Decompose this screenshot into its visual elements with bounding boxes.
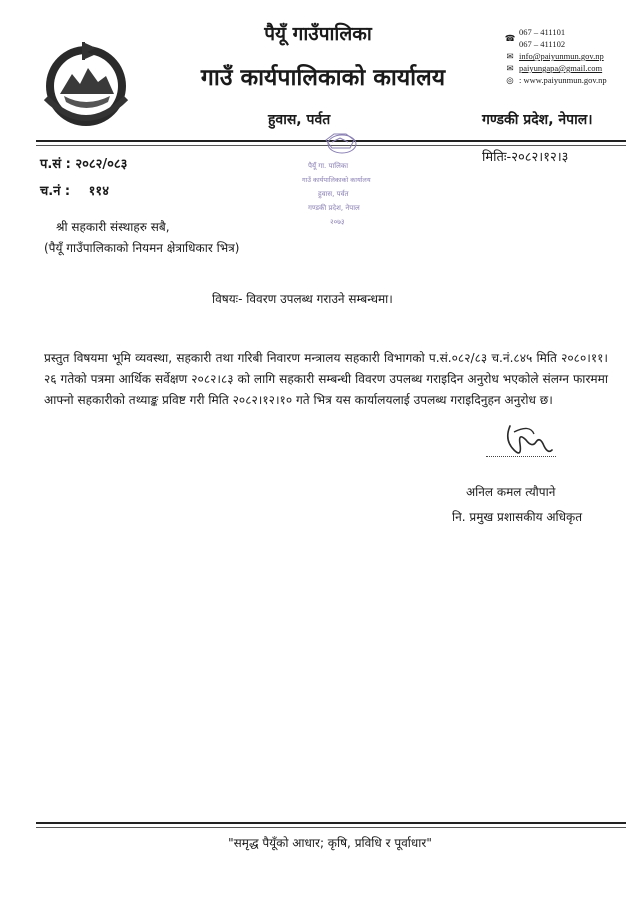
globe-icon: ◎ bbox=[506, 75, 514, 85]
email-row-2 bbox=[504, 62, 636, 74]
municipality-name: पैयूँ गाउँपालिका bbox=[264, 23, 372, 45]
signature-line bbox=[486, 456, 556, 457]
letter-body: प्रस्तुत विषयमा भूमि व्यवस्था, सहकारी तथा गरिबी निवारण मन्त्रालय सहकारी विभागको प.सं.०८२/८३ च.नं.८४५ मिति २०८०।११।२६ गतेको पत्रमा आर्थिक सर्वेक्षण २०८२।८३ को लागि सहकारी सम्बन्धी विवरण उपलब्ध गराइदिन अनुरोध भएकोले संलग्न फारममा आफ्नो सहकारीको तथ्याङ्क प्रविष्ट गरी मिति २०८२।१२।१० गते भित्र यस कार्यालयलाई उपलब्ध गराइदिनुहन अनुरोध छ। bbox=[44, 351, 608, 407]
recipient-line-1: श्री सहकारी संस्थाहरु सबै, bbox=[56, 220, 170, 234]
office-stamp bbox=[296, 130, 388, 240]
email-link-2[interactable]: paiyungapa@gmail.com bbox=[519, 63, 603, 73]
email-icon: ✉ bbox=[506, 51, 514, 61]
footer-divider bbox=[36, 822, 626, 824]
footer-motto: "समृद्ध पैयूँको आधार; कृषि, प्रविधि र पूर्वाधार" bbox=[228, 836, 432, 850]
stamp-line-1: पैयूँ गा. पालिका bbox=[308, 162, 349, 170]
signatory-title: नि. प्रमुख प्रशासकीय अधिकृत bbox=[452, 510, 583, 524]
nepal-emblem-logo bbox=[36, 38, 136, 130]
stamp-line-5: २०७३ bbox=[330, 218, 345, 226]
phone-icon: ☎ bbox=[504, 33, 516, 43]
patra-sankhya: प.सं : २०८२/०८३ bbox=[40, 157, 128, 172]
email-link-1[interactable]: info@paiyunmun.gov.np bbox=[519, 51, 604, 61]
website-link[interactable]: : www.paiyunmun.gov.np bbox=[519, 75, 607, 85]
phone-row bbox=[504, 26, 636, 50]
contact-block bbox=[504, 26, 636, 86]
email-icon: ✉ bbox=[506, 63, 514, 73]
footer-divider-thin bbox=[36, 827, 626, 828]
phone-number-2: 067 – 411102 bbox=[519, 39, 566, 49]
office-address: हुवास, पर्वत bbox=[268, 112, 331, 128]
recipient-line-2: (पैयूँ गाउँपालिकाको नियमन क्षेत्राधिकार भित्र) bbox=[44, 241, 240, 255]
email-row-1 bbox=[504, 50, 636, 62]
stamp-line-4: गण्डकी प्रदेश, नेपाल bbox=[308, 204, 360, 212]
chalani-label: च.नं : bbox=[40, 184, 71, 199]
chalani-number-row bbox=[40, 181, 109, 199]
signatory-name: अनिल कमल त्यौपाने bbox=[466, 485, 556, 499]
handwritten-signature bbox=[500, 420, 554, 464]
stamp-line-2: गाउँ कार्यपालिकाको कार्यालय bbox=[302, 176, 371, 184]
website-row bbox=[504, 74, 636, 86]
stamp-line-3: हुवास, पर्वत bbox=[318, 190, 349, 198]
letter-date: मितिः-२०८२।१२।३ bbox=[482, 150, 569, 165]
office-name: गाउँ कार्यपालिकाको कार्यालय bbox=[200, 65, 446, 91]
letter-subject: विषयः- विवरण उपलब्ध गराउने सम्बन्धमा। bbox=[212, 292, 393, 306]
chalani-number: ११४ bbox=[88, 184, 109, 199]
phone-number-1: 067 – 411101 bbox=[519, 27, 566, 37]
province-name: गण्डकी प्रदेश, नेपाल। bbox=[482, 112, 593, 128]
